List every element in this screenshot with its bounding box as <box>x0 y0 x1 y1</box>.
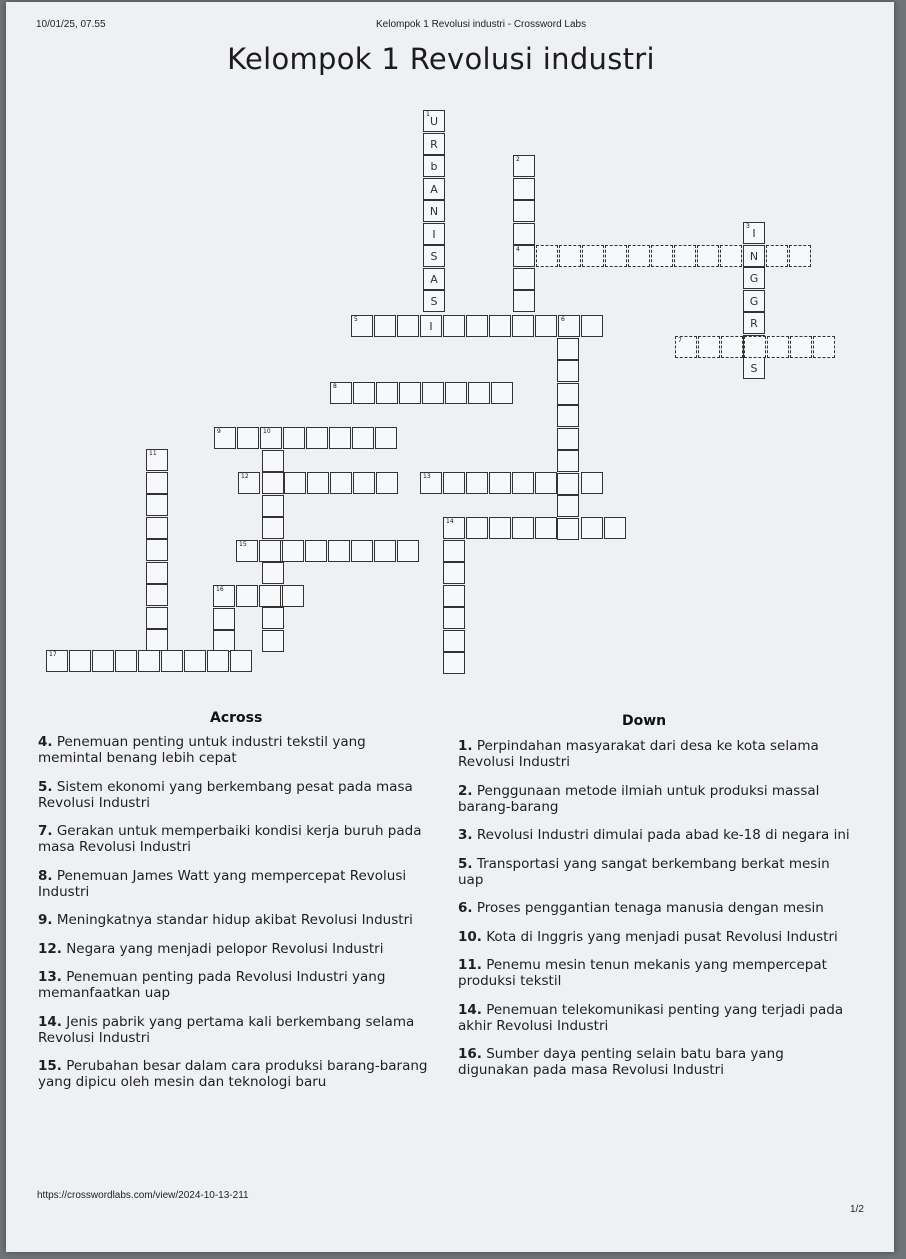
across-clue <box>38 969 433 1001</box>
down-clue <box>458 929 858 945</box>
grid-cell[interactable] <box>557 518 579 540</box>
grid-cell[interactable] <box>236 540 258 562</box>
grid-cell[interactable] <box>260 427 282 449</box>
grid-cell[interactable] <box>397 315 419 337</box>
grid-cell[interactable] <box>744 336 766 358</box>
grid-cell[interactable] <box>397 540 419 562</box>
handwritten-letter: S <box>430 250 438 263</box>
cell-number: 12 <box>241 473 249 480</box>
grid-cell[interactable] <box>238 472 260 494</box>
clue-number: 9. <box>38 912 53 928</box>
grid-cell[interactable] <box>720 245 742 267</box>
clue-number: 13. <box>38 969 62 985</box>
grid-cell[interactable] <box>329 427 351 449</box>
handwritten-letter: A <box>430 182 438 196</box>
grid-cell[interactable] <box>146 607 168 629</box>
across-clue <box>38 779 433 811</box>
down-clue <box>458 1002 858 1034</box>
print-page-title: Kelompok 1 Revolusi industri - Crossword Labs <box>376 19 587 30</box>
clue-text: Proses penggantian tenaga manusia dengan mesin <box>472 900 824 916</box>
grid-cell[interactable] <box>721 336 743 358</box>
cell-number: 7 <box>678 337 682 344</box>
grid-cell[interactable] <box>353 382 375 404</box>
cell-number: 15 <box>239 541 247 548</box>
grid-cell[interactable] <box>262 450 284 472</box>
cell-number: 10 <box>263 428 271 435</box>
clue-text: Gerakan untuk memperbaiki kondisi kerja buruh pada masa Revolusi Industri <box>38 823 422 855</box>
grid-cell[interactable] <box>305 540 327 562</box>
grid-cell[interactable] <box>352 427 374 449</box>
clue-number: 6. <box>458 900 473 916</box>
cell-number: 9 <box>217 428 221 435</box>
clue-number: 4. <box>38 734 53 750</box>
down-clue <box>458 827 858 843</box>
grid-cell[interactable] <box>581 315 603 337</box>
across-heading: Across <box>210 710 263 726</box>
grid-cell[interactable] <box>489 315 511 337</box>
grid-cell[interactable] <box>146 584 168 606</box>
clue-number: 14. <box>458 1001 482 1018</box>
clue-number: 1. <box>458 738 473 754</box>
grid-cell[interactable] <box>213 585 235 607</box>
grid-cell[interactable] <box>513 290 535 312</box>
cell-number: 1 <box>426 111 430 118</box>
grid-cell[interactable] <box>184 650 206 672</box>
grid-cell[interactable] <box>582 245 604 267</box>
grid-cell[interactable] <box>443 315 465 337</box>
grid-cell[interactable] <box>559 245 581 267</box>
handwritten-letter: N <box>429 205 439 218</box>
grid-cell[interactable] <box>443 585 465 607</box>
grid-cell[interactable] <box>443 630 465 652</box>
grid-cell[interactable] <box>605 245 627 267</box>
cell-number: 4 <box>516 246 520 253</box>
page-number: 1/2 <box>850 1204 864 1215</box>
down-clue <box>458 783 858 815</box>
down-clue <box>458 957 858 989</box>
cell-number: 16 <box>216 586 224 593</box>
clue-text: Penemuan telekomunikasi penting yang terjadi pada akhir Revolusi Industri <box>458 1001 844 1034</box>
grid-cell[interactable] <box>376 472 398 494</box>
grid-cell[interactable] <box>423 200 445 222</box>
grid-cell[interactable] <box>423 290 445 312</box>
cell-number: 3 <box>746 223 750 230</box>
grid-cell[interactable] <box>513 245 535 267</box>
handwritten-letter: b <box>430 160 438 173</box>
grid-cell[interactable] <box>422 382 444 404</box>
grid-cell[interactable] <box>557 428 579 450</box>
grid-cell[interactable] <box>813 336 835 358</box>
grid-cell[interactable] <box>443 652 465 674</box>
grid-cell[interactable] <box>443 517 465 539</box>
grid-cell[interactable] <box>581 517 603 539</box>
grid-cell[interactable] <box>743 222 765 244</box>
grid-cell[interactable] <box>330 382 352 404</box>
grid-cell[interactable] <box>353 472 375 494</box>
grid-cell[interactable] <box>423 223 445 245</box>
grid-cell[interactable] <box>374 315 396 337</box>
clue-text: Sistem ekonomi yang berkembang pesat pada masa Revolusi Industri <box>38 778 413 811</box>
grid-cell[interactable] <box>743 245 765 267</box>
footer-url: https://crosswordlabs.com/view/2024-10-13-211 <box>37 1190 249 1201</box>
clue-text: Penggunaan metode ilmiah untuk produksi massal barang-barang <box>458 782 820 815</box>
grid-cell[interactable] <box>557 450 579 472</box>
handwritten-letter: N <box>749 249 759 263</box>
handwritten-letter: I <box>752 227 756 240</box>
grid-cell[interactable] <box>513 268 535 290</box>
grid-cell[interactable] <box>766 245 788 267</box>
grid-cell[interactable] <box>115 650 137 672</box>
clue-number: 15. <box>38 1058 62 1074</box>
grid-cell[interactable] <box>743 357 765 379</box>
clue-text: Meningkatnya standar hidup akibat Revolusi Industri <box>52 912 413 928</box>
grid-cell[interactable] <box>282 540 304 562</box>
across-clue <box>38 1014 433 1046</box>
clue-number: 3. <box>458 827 473 843</box>
clue-number: 7. <box>38 823 53 839</box>
clue-number: 12. <box>38 940 62 957</box>
clue-text: Negara yang menjadi pelopor Revolusi Industri <box>61 940 384 957</box>
handwritten-letter: S <box>430 295 438 308</box>
grid-cell[interactable] <box>69 650 91 672</box>
grid-cell[interactable] <box>445 382 467 404</box>
cell-number: 17 <box>49 651 57 658</box>
grid-cell[interactable] <box>443 562 465 584</box>
grid-cell[interactable] <box>161 650 183 672</box>
grid-cell[interactable] <box>789 245 811 267</box>
clue-text: Transportasi yang sangat berkembang berkat mesin uap <box>458 855 830 888</box>
cell-number: 6 <box>561 316 565 323</box>
grid-cell[interactable] <box>423 133 445 155</box>
handwritten-letter: R <box>750 317 758 330</box>
handwritten-letter: U <box>429 115 439 128</box>
grid-cell[interactable] <box>146 562 168 584</box>
clue-text: Kota di Inggris yang menjadi pusat Revolusi Industri <box>481 928 838 945</box>
grid-cell[interactable] <box>259 585 281 607</box>
grid-cell[interactable] <box>306 427 328 449</box>
clue-number: 5. <box>38 778 53 795</box>
grid-cell[interactable] <box>330 472 352 494</box>
grid-cell[interactable] <box>628 245 650 267</box>
grid-cell[interactable] <box>420 472 442 494</box>
grid-cell[interactable] <box>46 650 68 672</box>
across-clue <box>38 912 433 928</box>
grid-cell[interactable] <box>262 495 284 517</box>
grid-cell[interactable] <box>535 315 557 337</box>
grid-cell[interactable] <box>351 540 373 562</box>
clue-number: 8. <box>38 867 53 884</box>
grid-cell[interactable] <box>512 315 534 337</box>
grid-cell[interactable] <box>374 540 396 562</box>
clue-number: 5. <box>458 855 473 872</box>
clue-number: 2. <box>458 782 473 799</box>
grid-cell[interactable] <box>743 290 765 312</box>
across-clue <box>38 734 433 766</box>
across-clue <box>38 868 433 900</box>
handwritten-letter: G <box>749 272 759 285</box>
grid-cell[interactable] <box>146 629 168 651</box>
grid-cell[interactable] <box>284 472 306 494</box>
across-clue <box>38 1058 433 1090</box>
grid-cell[interactable] <box>604 517 626 539</box>
grid-cell[interactable] <box>146 472 168 494</box>
print-date: 10/01/25, 07.55 <box>36 19 106 30</box>
clue-text: Jenis pabrik yang pertama kali berkembang selama Revolusi Industri <box>38 1013 415 1046</box>
grid-cell[interactable] <box>697 245 719 267</box>
grid-cell[interactable] <box>443 540 465 562</box>
clue-text: Perpindahan masyarakat dari desa ke kota selama Revolusi Industri <box>458 738 819 770</box>
clue-text: Penemuan penting untuk industri tekstil yang memintal benang lebih cepat <box>38 734 366 766</box>
grid-cell[interactable] <box>351 315 373 337</box>
handwritten-letter: R <box>430 137 438 151</box>
down-clue <box>458 1046 858 1078</box>
grid-cell[interactable] <box>138 650 160 672</box>
grid-cell[interactable] <box>420 315 442 337</box>
clue-text: Penemuan James Watt yang mempercepat Revolusi Industri <box>38 867 407 900</box>
grid-cell[interactable] <box>513 200 535 222</box>
grid-cell[interactable] <box>466 517 488 539</box>
cell-number: 13 <box>423 473 431 480</box>
grid-cell[interactable] <box>262 517 284 539</box>
down-clue <box>458 900 858 916</box>
grid-cell[interactable] <box>375 427 397 449</box>
cell-number: 14 <box>446 518 454 525</box>
cell-number: 2 <box>516 156 520 163</box>
grid-cell[interactable] <box>146 517 168 539</box>
grid-cell[interactable] <box>698 336 720 358</box>
down-clues <box>458 738 858 1091</box>
grid-cell[interactable] <box>674 245 696 267</box>
grid-cell[interactable] <box>512 517 534 539</box>
grid-cell[interactable] <box>262 472 284 494</box>
grid-cell[interactable] <box>262 630 284 652</box>
handwritten-letter: S <box>750 362 758 375</box>
grid-cell[interactable] <box>489 472 511 494</box>
grid-cell[interactable] <box>376 382 398 404</box>
grid-cell[interactable] <box>557 473 579 495</box>
grid-cell[interactable] <box>146 539 168 561</box>
grid-cell[interactable] <box>92 650 114 672</box>
grid-cell[interactable] <box>557 383 579 405</box>
crossword-grid <box>6 2 894 702</box>
grid-cell[interactable] <box>283 427 305 449</box>
grid-cell[interactable] <box>423 110 445 132</box>
handwritten-letter: I <box>429 320 433 333</box>
grid-cell[interactable] <box>557 338 579 360</box>
grid-cell[interactable] <box>581 472 603 494</box>
grid-cell[interactable] <box>207 650 229 672</box>
clue-text: Penemuan penting pada Revolusi Industri yang memanfaatkan uap <box>38 969 386 1001</box>
grid-cell[interactable] <box>307 472 329 494</box>
clue-text: Sumber daya penting selain batu bara yang digunakan pada masa Revolusi Industri <box>458 1046 784 1078</box>
handwritten-letter: G <box>749 294 759 308</box>
cell-number: 5 <box>354 316 358 323</box>
grid-cell[interactable] <box>466 472 488 494</box>
grid-cell[interactable] <box>230 650 252 672</box>
handwritten-letter: I <box>432 227 436 241</box>
across-clue <box>38 823 433 855</box>
clue-text: Perubahan besar dalam cara produksi barang-barang yang dipicu oleh mesin dan teknologi baru <box>38 1058 428 1090</box>
clue-text: Revolusi Industri dimulai pada abad ke-18 di negara ini <box>472 827 850 843</box>
crossword-title: Kelompok 1 Revolusi industri <box>227 42 655 76</box>
grid-cell[interactable] <box>535 517 557 539</box>
grid-cell[interactable] <box>743 312 765 334</box>
grid-cell[interactable] <box>513 178 535 200</box>
grid-cell[interactable] <box>557 405 579 427</box>
grid-cell[interactable] <box>513 223 535 245</box>
grid-cell[interactable] <box>213 608 235 630</box>
grid-cell[interactable] <box>557 360 579 382</box>
cell-number: 11 <box>149 450 157 457</box>
grid-cell[interactable] <box>423 268 445 290</box>
grid-cell[interactable] <box>423 155 445 177</box>
across-clues <box>38 734 433 1103</box>
grid-cell[interactable] <box>491 382 513 404</box>
grid-cell[interactable] <box>237 427 259 449</box>
cell-number: 8 <box>333 383 337 390</box>
grid-cell[interactable] <box>558 315 580 337</box>
grid-cell[interactable] <box>443 472 465 494</box>
grid-cell[interactable] <box>423 178 445 200</box>
handwritten-letter: A <box>430 272 438 286</box>
grid-cell[interactable] <box>282 585 304 607</box>
grid-cell[interactable] <box>328 540 350 562</box>
grid-cell[interactable] <box>146 494 168 516</box>
grid-cell[interactable] <box>767 336 789 358</box>
grid-cell[interactable] <box>743 267 765 289</box>
grid-cell[interactable] <box>651 245 673 267</box>
grid-cell[interactable] <box>535 472 557 494</box>
down-clue <box>458 856 858 888</box>
grid-cell[interactable] <box>513 155 535 177</box>
grid-cell[interactable] <box>468 382 490 404</box>
clue-number: 14. <box>38 1013 62 1030</box>
clue-text: Penemu mesin tenun mekanis yang mempercepat produksi tekstil <box>458 957 827 989</box>
grid-cell[interactable] <box>213 630 235 652</box>
grid-cell[interactable] <box>536 245 558 267</box>
grid-cell[interactable] <box>262 607 284 629</box>
grid-cell[interactable] <box>399 382 421 404</box>
grid-cell[interactable] <box>557 495 579 517</box>
grid-cell[interactable] <box>443 607 465 629</box>
grid-cell[interactable] <box>423 245 445 267</box>
grid-cell[interactable] <box>512 472 534 494</box>
clue-number: 10. <box>458 928 482 945</box>
down-heading: Down <box>622 713 667 729</box>
grid-cell[interactable] <box>489 517 511 539</box>
grid-cell[interactable] <box>259 540 281 562</box>
grid-cell[interactable] <box>214 427 236 449</box>
grid-cell[interactable] <box>466 315 488 337</box>
printed-page <box>6 2 894 1252</box>
grid-cell[interactable] <box>146 449 168 471</box>
grid-cell[interactable] <box>262 562 284 584</box>
clue-number: 11. <box>458 957 482 973</box>
grid-cell[interactable] <box>790 336 812 358</box>
grid-cell[interactable] <box>675 336 697 358</box>
across-clue <box>38 941 433 957</box>
clue-number: 16. <box>458 1046 482 1062</box>
grid-cell[interactable] <box>236 585 258 607</box>
down-clue <box>458 738 858 770</box>
